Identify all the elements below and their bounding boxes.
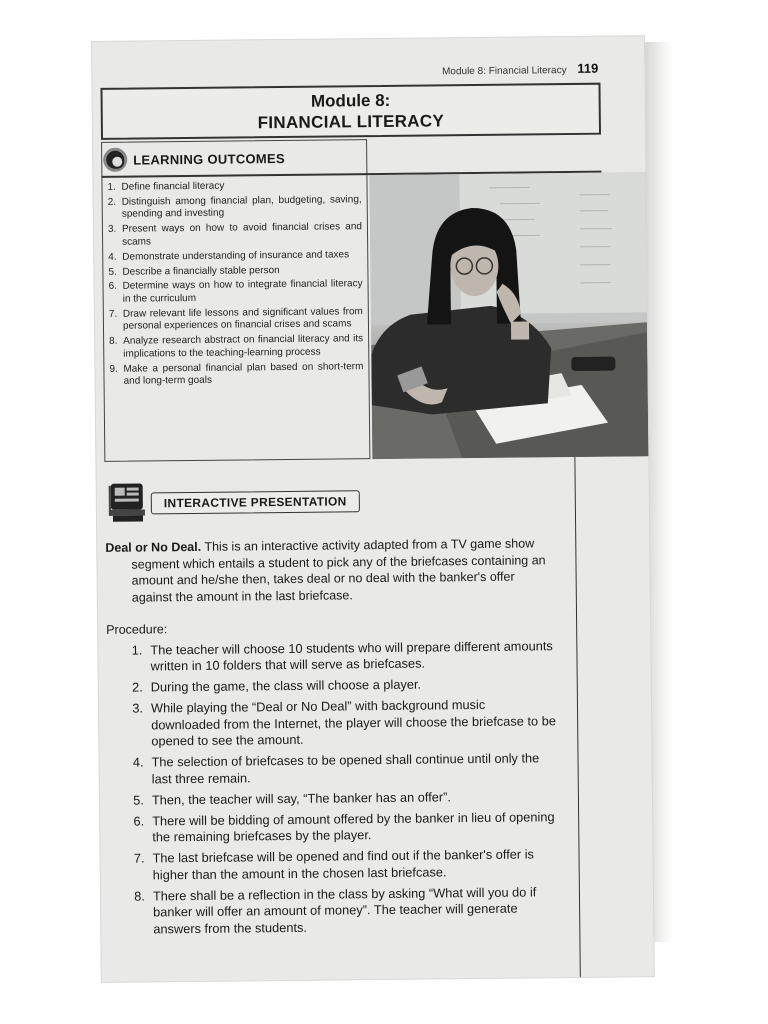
interactive-body (105, 535, 559, 942)
outcome-item: 2. Distinguish among financial plan, budgeting, saving, spending and investing (107, 194, 362, 221)
page-number: 119 (577, 60, 599, 76)
procedure-steps (106, 638, 559, 938)
outcome-item: 6. Determine ways on how to integrate financial literacy in the curriculum (108, 278, 363, 305)
procedure-step: 7. The last briefcase will be opened and find out if the banker's offer is higher than the amount in the chosen last briefcase. (133, 846, 534, 882)
activity-title: Deal or No Deal. (105, 539, 202, 555)
outcome-item: 7. Draw relevant life lessons and significant values from personal experiences on financial crises and scams (108, 306, 363, 333)
woman-at-desk-image (369, 172, 648, 459)
outcome-item: 8. Analyze research abstract on financial literacy and its implications to the teaching-learning process (109, 333, 364, 360)
outcome-item: 1. Define financial literacy (107, 180, 225, 193)
module-title-line1: Module 8: (310, 90, 391, 111)
activity-intro (105, 535, 556, 606)
activity-description: This is an interactive activity adapted from a TV game show segment which entails a student to pick any of the briefcases containing an amount and he/she then, takes deal or no deal with the banker's offer against the amount in the last briefcase. (131, 536, 546, 605)
right-margin-rule (574, 457, 580, 977)
procedure-step: 1. The teacher will choose 10 students who will prepare different amounts written in 10 folders that will serve as briefcases. (131, 637, 553, 674)
outcome-item: 3. Present ways on how to avoid financial crises and scams (107, 221, 363, 248)
learning-outcomes-header (103, 146, 285, 172)
document-page (92, 36, 654, 982)
interactive-presentation-banner (107, 479, 360, 526)
learning-outcomes-title: LEARNING OUTCOMES (133, 150, 286, 168)
procedure-step: 3. While playing the “Deal or No Deal” with background music downloaded from the Internet, the player will choose the briefcase to be opened to see the amount. (132, 696, 556, 749)
outcome-item: 4. Demonstrate understanding of insurance and taxes (108, 248, 350, 263)
interactive-presentation-title: INTERACTIVE PRESENTATION (151, 490, 360, 514)
presentation-screen-icon (107, 481, 155, 526)
procedure-step: 2. During the game, the class will choose a player. (131, 676, 422, 695)
outcome-item: 5. Describe a financially stable person (108, 264, 280, 278)
procedure-step: 8. There shall be a reflection in the class by asking “What will you do if banker will offer an amount of money”. The teacher will generate answers from the students. (134, 883, 537, 936)
module-title-line2: FINANCIAL LITERACY (257, 111, 445, 133)
procedure-step: 6. There will be bidding of amount offered by the banker in lieu of opening the remaining briefcases by the player. (133, 808, 555, 845)
procedure-step: 4. The selection of briefcases to be opened shall continue until only the last three remain. (132, 750, 540, 786)
target-icon (103, 148, 127, 172)
outcome-item: 9. Make a personal financial plan based on short-term and long-term goals (109, 360, 364, 387)
running-head (442, 61, 598, 78)
running-title: Module 8: Financial Literacy (441, 65, 567, 78)
procedure-step: 5. Then, the teacher will say, “The banker has an offer”. (133, 788, 451, 808)
learning-outcomes-list (107, 179, 363, 391)
module-title-box (100, 83, 601, 140)
illustration-photo (369, 172, 648, 459)
procedure-label: Procedure: (106, 622, 168, 637)
